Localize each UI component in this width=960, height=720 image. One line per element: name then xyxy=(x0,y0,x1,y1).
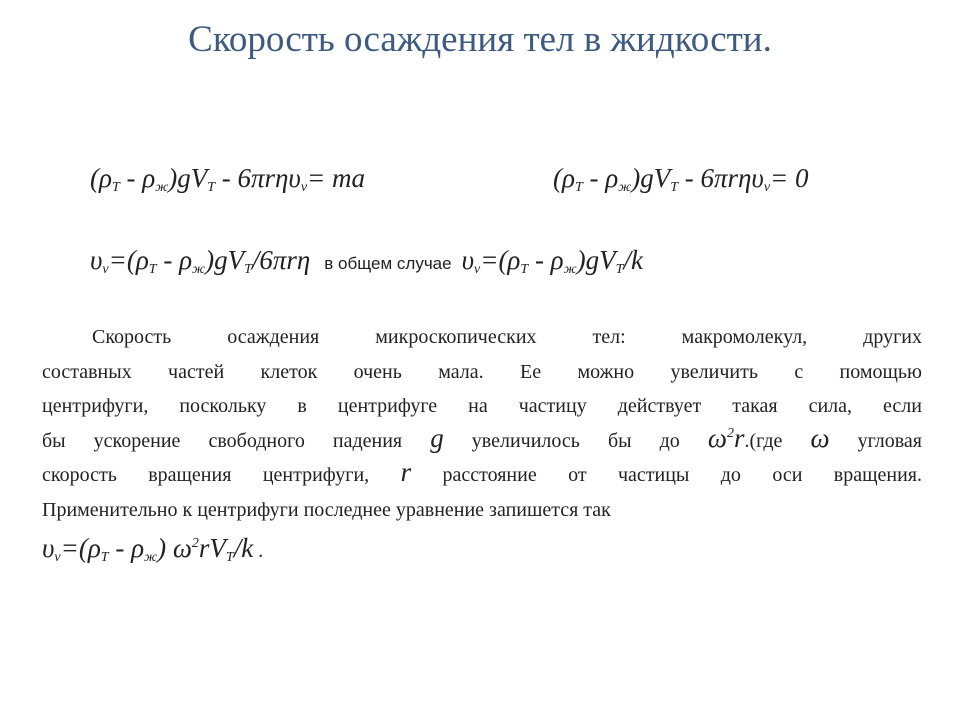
eq-sub: Т xyxy=(207,180,216,195)
eq-part: )gV xyxy=(576,245,616,275)
symbol-r: r xyxy=(733,422,745,453)
general-case-note: в общем случае xyxy=(324,254,452,273)
para-line: Скорость осаждения микроскопических тел: макромолекул, других xyxy=(92,326,922,348)
equation-steady xyxy=(553,163,809,196)
slide-title: Скорость осаждения тел в жидкости. xyxy=(188,19,772,60)
para-line: составных частей клеток очень мала. Ее можно увеличить с помощью xyxy=(42,360,922,383)
eq-part: = 0 xyxy=(770,163,809,193)
eq-part: =(ρ xyxy=(108,245,149,275)
eq-sub: Т xyxy=(615,262,624,277)
symbol-g: g xyxy=(430,422,444,453)
eq-sup: 2 xyxy=(191,536,199,551)
para-line xyxy=(42,424,922,459)
eq-part: (ρ xyxy=(553,163,575,193)
symbol-r: r xyxy=(400,457,412,487)
final-equation xyxy=(42,527,922,565)
text-run: увеличилось бы до xyxy=(471,429,680,452)
eq-part: υ xyxy=(90,245,103,275)
eq-part: )gV xyxy=(205,245,245,275)
eq-part: = ma xyxy=(307,163,366,193)
text-run: скорость вращения центрифуги, xyxy=(42,464,370,486)
eq-sub: ж xyxy=(192,262,206,277)
eq-part: - 6πrηυ xyxy=(678,163,764,193)
para-line: центрифуги, поскольку в центрифуге на частицу действует такая сила, если xyxy=(42,395,922,417)
eq-part: =(ρ xyxy=(480,245,521,275)
eq-sub: Т xyxy=(670,180,679,195)
eq-sub: v xyxy=(102,262,109,277)
text-run: бы ускорение свободного падения xyxy=(42,429,403,452)
eq-sub: Т xyxy=(520,262,529,277)
eq-sub: v xyxy=(763,180,771,195)
para-line xyxy=(42,458,922,493)
eq-part: /k xyxy=(623,245,643,275)
eq-sub: ж xyxy=(144,550,158,565)
eq-part: - 6πrηυ xyxy=(215,163,301,193)
body-paragraph xyxy=(42,320,923,565)
eq-sub: Т xyxy=(100,550,109,565)
eq-sub: ж xyxy=(618,180,632,195)
eq-part: )gV xyxy=(631,163,671,193)
eq-sub: Т xyxy=(225,550,234,565)
text-run: .(где xyxy=(744,429,783,452)
eq-sub: ж xyxy=(563,262,577,277)
eq-part: υ xyxy=(42,533,55,563)
symbol-omega: ω xyxy=(810,422,830,453)
eq-sub: v xyxy=(474,262,481,277)
eq-part: /6πrη xyxy=(251,245,311,275)
eq-sub: Т xyxy=(148,262,157,277)
equation-newton xyxy=(90,163,365,196)
eq-part: ) ω xyxy=(157,533,192,563)
eq-sub: Т xyxy=(244,262,252,277)
eq-part: (ρ xyxy=(90,163,112,193)
eq-part: - ρ xyxy=(582,163,619,193)
eq-sub: v xyxy=(54,550,61,565)
symbol-omega: ω xyxy=(707,422,727,453)
eq-part: . xyxy=(253,540,264,562)
eq-sub: Т xyxy=(111,180,120,195)
equation-velocity xyxy=(90,245,643,278)
eq-part: /k xyxy=(233,533,254,563)
eq-sup: 2 xyxy=(726,425,734,441)
eq-part: rV xyxy=(198,533,226,563)
symbol-omega2r xyxy=(708,423,745,453)
eq-part: - ρ xyxy=(528,245,564,275)
eq-sub: Т xyxy=(574,180,583,195)
eq-part: - ρ xyxy=(108,533,145,563)
eq-part: )gV xyxy=(168,163,208,193)
para-line: Применительно к центрифуги последнее уравнение запишется так xyxy=(42,498,611,521)
text-run: расстояние от частицы до оси вращения. xyxy=(442,464,923,486)
eq-part: - ρ xyxy=(119,163,156,193)
eq-part: =(ρ xyxy=(60,533,101,563)
eq-part: υ xyxy=(461,245,474,275)
text-run: угловая xyxy=(857,429,923,452)
eq-part: - ρ xyxy=(156,245,193,275)
eq-sub: ж xyxy=(155,180,169,195)
eq-sub: v xyxy=(300,180,308,195)
